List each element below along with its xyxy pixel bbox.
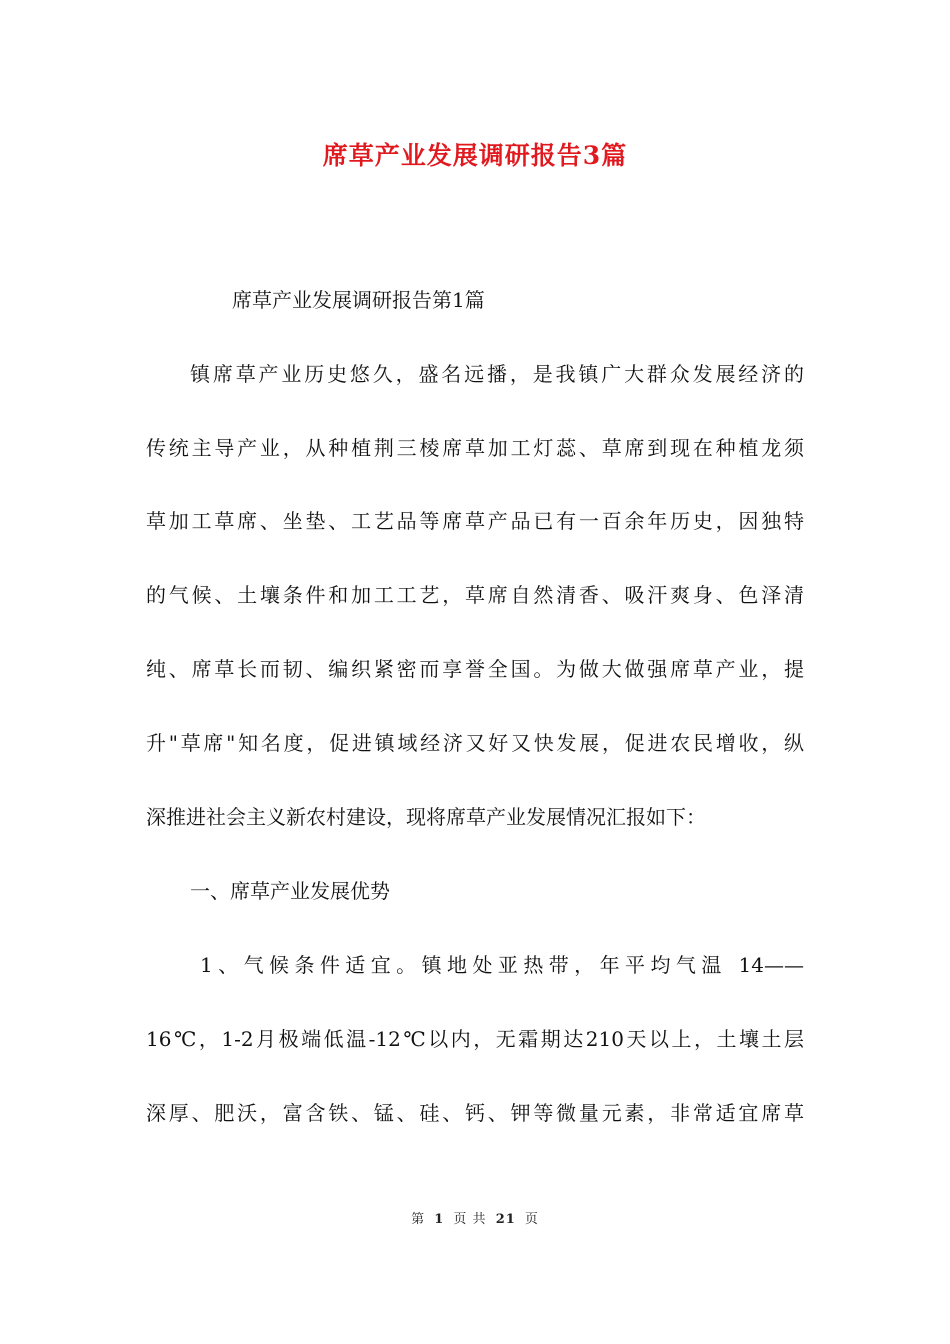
footer-total-pages: 21: [495, 1212, 516, 1227]
paragraph-line: 1、气候条件适宜。镇地处亚热带，年平均气温 14——: [200, 953, 804, 977]
footer-middle: 页 共: [453, 1212, 487, 1227]
footer-page-number: 1: [434, 1212, 445, 1227]
paragraph-line: 镇席草产业历史悠久，盛名远播，是我镇广大群众发展经济的: [190, 362, 804, 386]
paragraph-line: 深推进社会主义新农村建设，现将席草产业发展情况汇报如下：: [146, 805, 706, 829]
footer-suffix: 页: [524, 1212, 539, 1227]
paragraph-line: 的气候、土壤条件和加工工艺，草席自然清香、吸汗爽身、色泽清: [146, 583, 804, 607]
page-footer: [0, 1208, 950, 1227]
paragraph-line: 深厚、肥沃，富含铁、锰、硅、钙、钾等微量元素，非常适宜席草: [146, 1101, 804, 1125]
document-title: 席草产业发展调研报告3篇: [322, 141, 628, 170]
report-subtitle: 席草产业发展调研报告第1篇: [232, 288, 485, 312]
paragraph-line: 传统主导产业，从种植荆三棱席草加工灯蕊、草席到现在种植龙须: [146, 436, 804, 460]
footer-prefix: 第: [411, 1212, 426, 1227]
paragraph-line: 16℃，1-2月极端低温-12℃以内，无霜期达210天以上，土壤土层: [146, 1027, 804, 1051]
paragraph-line: 草加工草席、坐垫、工艺品等席草产品已有一百余年历史，因独特: [146, 509, 804, 533]
section-heading: 一、席草产业发展优势: [190, 879, 390, 903]
paragraph-line: 纯、席草长而韧、编织紧密而享誉全国。为做大做强席草产业，提: [146, 657, 804, 681]
paragraph-line: 升"草席"知名度，促进镇域经济又好又快发展，促进农民增收，纵: [146, 731, 804, 755]
